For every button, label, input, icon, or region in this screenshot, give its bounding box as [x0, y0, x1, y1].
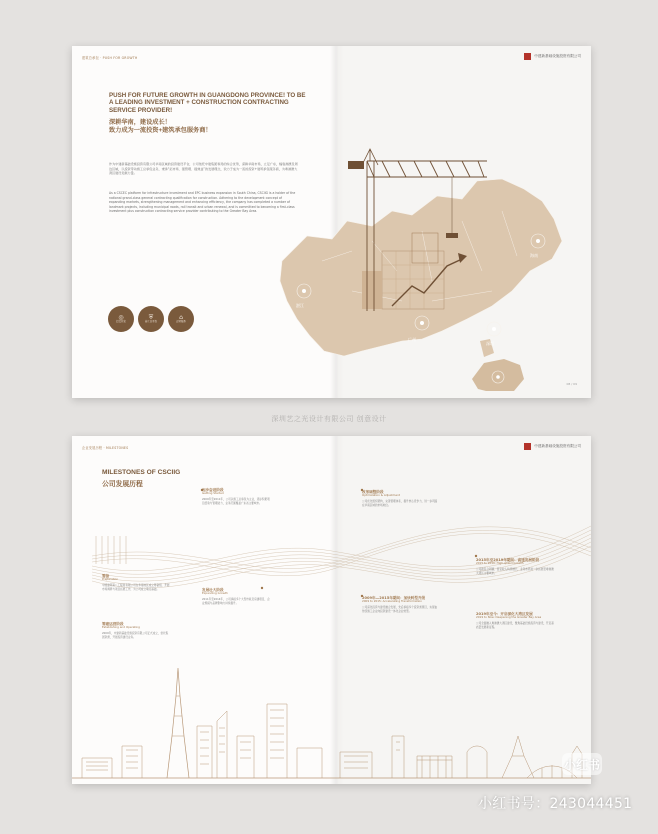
milestone-subtitle: Preparation [102, 577, 119, 582]
mainland-region [280, 179, 562, 356]
logo-mark-icon [524, 53, 531, 60]
milestone-text: 公司优化组织架构，完善管理体系，提升核心竞争力，进一步巩固在华南区域的市场地位。 [362, 500, 438, 507]
milestone-title: 筹建运营阶段 [102, 622, 124, 626]
milestone-subtitle: 2009 to 2015: Accelerating Transformation [362, 599, 422, 604]
milestone-high-speed [476, 558, 556, 575]
milestone-title: 2015年至2019年期间：高速发展阶段 [476, 558, 540, 562]
milestone-optimization [362, 490, 438, 507]
running-header: 建筑总承包 · PUSH FOR GROWTH [82, 56, 138, 60]
city-dot [420, 321, 424, 325]
hainan-region [472, 359, 524, 391]
milestone-title: 2019年至今：开启深化大湾区发展 [476, 612, 533, 616]
city-dot [492, 327, 496, 331]
badge-label: 施工总承包 [145, 320, 157, 324]
milestone-text: 2011年至2014年，公司承接多个大型市政及房建项目，企业规模与品牌影响力持续提升。 [202, 598, 270, 605]
headline-cn-line-2: 致力成为一流投资+建筑承包服务商！ [109, 127, 212, 134]
building-block [362, 271, 382, 309]
milestone-text: 中国建筑第八工程局有限公司在华南地区成立筹备组，开展市场调研与项目拓展工作，为公司成立奠定基础。 [102, 584, 170, 591]
milestone-subtitle: 2019 to Now: Deepening the Greater Bay Area [476, 615, 542, 620]
headline-cn-line-1: 深耕华南，建设成长！ [109, 119, 171, 126]
shield-icon: ⛨ [148, 314, 154, 322]
crane-counterweight [348, 161, 364, 169]
intro-paragraph-cn: 作为中建新基础设施投资有限公司华南区域的投资建设平台，公司依托中建集团和局的综合优势，深耕华南市场，立足广东，辐射港澳及周边区域，以投资带动施工总承包业务，秉承“拓市场、强管理、提效益”的发展理念，致力于成为一流的投资+建筑承包服务商，为粤港澳大湾区建设贡献力量。 [109, 162, 298, 176]
milestone-getting-started [202, 488, 270, 505]
bottom-brochure-spread [72, 436, 591, 784]
badge-investment [108, 306, 134, 332]
milestone-subtitle: Establishing and Operating [102, 625, 140, 630]
guangdong-map-illustration [262, 141, 582, 391]
milestone-subtitle: 2015 to 2019: High-speed Growth [476, 561, 524, 566]
milestone-title: 起步奋进阶段 [202, 488, 224, 492]
company-name: 中建新基础设施投资有限公司 [534, 444, 581, 448]
milestone-establishing [102, 622, 170, 639]
target-icon: ◎ [118, 314, 124, 322]
xiaohongshu-logo: 小红书 [562, 753, 602, 775]
badge-label: 投资开发 [116, 320, 126, 324]
company-logo [524, 53, 581, 60]
milestone-text: 公司深化投资与建设融合发展，先后承接多个投资类项目，实现由传统施工企业向投资建设一体化企业转型。 [362, 606, 438, 613]
map-label: 广州 [408, 337, 416, 342]
city-skyline-illustration [72, 666, 591, 784]
milestone-subtitle: Optimization & Adjustment [362, 493, 400, 498]
city-dot [496, 375, 500, 379]
city-dot [536, 239, 540, 243]
page-number: 08 / 09 [566, 382, 577, 386]
badge-label: 运营服务 [176, 320, 186, 324]
map-label: 海南 [530, 253, 538, 258]
milestone-preparation [102, 574, 170, 591]
milestone-greater-bay [476, 612, 556, 629]
milestone-subtitle: Getting Started [202, 491, 224, 496]
milestones-title-cn: 公司发展历程 [102, 480, 143, 488]
house-icon: ⌂ [179, 314, 183, 322]
crane-top [362, 149, 378, 165]
designer-watermark: 深圳艺之光设计有限公司 创意设计 [271, 415, 387, 423]
milestone-title: 2009年—2015年期间：加快转型升级 [362, 596, 426, 600]
headline-cn [109, 119, 309, 135]
milestone-text: 公司全面融入粤港澳大湾区建设，聚焦基础设施投资与建设，开启高质量发展新征程。 [476, 622, 554, 629]
xiaohongshu-id: 小红书号：243044451 [478, 796, 633, 812]
service-badges [108, 306, 194, 332]
milestone-text: 公司新签合同额、营业收入持续增长，业务布局进一步拓展至粤港澳大湾区主要城市。 [476, 568, 554, 575]
badge-contracting [138, 306, 164, 332]
milestone-title: 改革调整阶段 [362, 490, 384, 494]
milestone-transformation [362, 596, 438, 613]
top-brochure-spread [72, 46, 591, 398]
company-name: 中建新基础设施投资有限公司 [534, 54, 581, 58]
map-label: 深圳 [486, 341, 494, 346]
intro-paragraph-en: As a CSCEC platform for infrastructure investment and EPC business expansion in South China, CSCIIG is a holder of the national grand-class general contracting qualification for construction. Adhering to the development concept of expanding markets, strengthening management and enhancing efficiency, the company has completed a number of landmark projects, including municipal roads, rail transit and urban renewal, and is committed to becoming a first-class investment plus construction contracting service provider contributing to the Greater Bay Area. [109, 191, 296, 214]
map-label: 湛江 [296, 303, 304, 308]
running-header: 企业发展历程 · MILESTONES [82, 446, 129, 450]
crane-load [446, 233, 458, 238]
badge-operation [168, 306, 194, 332]
milestone-expanding [202, 588, 270, 605]
milestone-text: 2009年至2011年，公司以施工总承包为主业，逐步积累项目经验与管理能力，业务范围覆盖广东省主要城市。 [202, 498, 270, 505]
city-dot [302, 289, 306, 293]
milestone-title: 筹备 [102, 574, 110, 578]
skyline-lines [72, 668, 591, 778]
milestone-text: 2009年，中建新基础设施投资有限公司正式成立，依托集团资源，开展投资建设业务。 [102, 632, 169, 639]
milestones-title-en: MILESTONES OF CSCIIG [102, 469, 181, 476]
milestone-title: 发展壮大阶段 [202, 588, 224, 592]
headline-en: PUSH FOR FUTURE GROWTH IN GUANGDONG PROVINCE! TO BE A LEADING INVESTMENT + CONSTRUCTION CONTRACTING SERVICE PROVIDER! [109, 92, 306, 114]
milestone-subtitle: Expanding Growth [202, 591, 228, 596]
